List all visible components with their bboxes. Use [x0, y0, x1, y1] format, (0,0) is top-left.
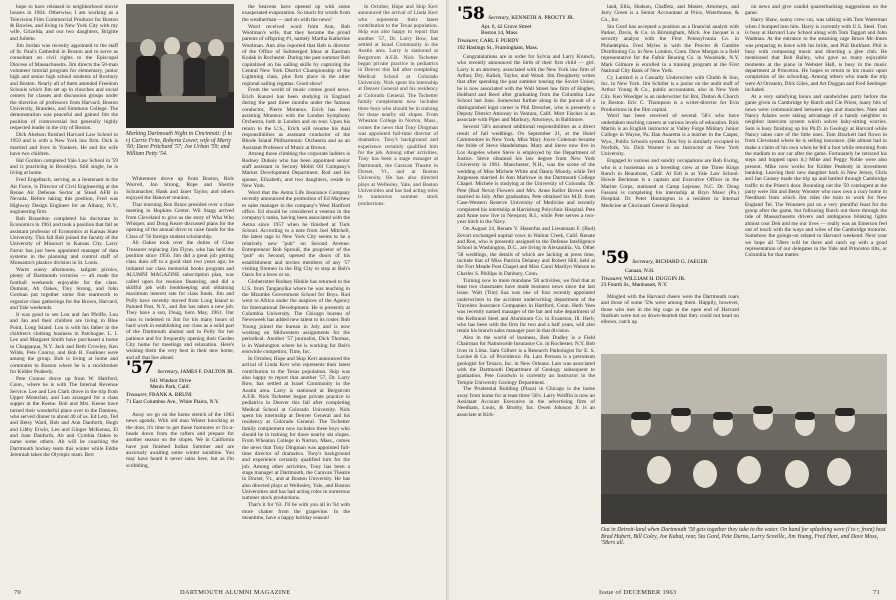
paragraph: Mingled with the Harvard cheers were the Dartmouth roars and those of some '59s were among them. Happily, however, those who met in the big cage at the open end of Harvard Stadium were not so down-hearted that they could not head on elbows, catch up	[601, 294, 739, 326]
treasurer-address: 23 Fourth St., Manhasset, N.Y.	[601, 282, 668, 289]
detroit-photo-caption: Out in Detroit-land when Dartmouth '58 gets together they take to the water. On hand for splashing were (l to r, front) host Brad Hubert, Bill Coley, Joe Kabat, rear, Stu Gord, Pete Durno, Larry Scoville, Jim Young, Fred Hart, and Dave Moss, '58ers all.	[601, 527, 886, 547]
paragraph: It was good to see Lou and Jan Pfeiffe, Lou and Jan and their children are living in Blue Point, Long Island. Lou is with his father in the children's clothing business in Patchogue. L. I. Lee and Margaret Smith have purchased a home in Chappaqua, N.Y. Jack and Beth Crowley, Ken Wilde, Pete Conroy, and Bob R. Faulkner were among the group. Bob is living at home and commutes to Boston where he is a stockbroker for Kidder Peabody.	[10, 312, 118, 376]
treasurer-address: 71 East Columbus Ave., White Plains, N.Y.	[126, 398, 220, 405]
paragraph: Pete Connor drove up from W. Hartford, Conn., where he is with The Internal Revenue Service. Lee and Len Clark drove in the trip from Upper Montclair, and Len arranged for a class supper at the Keene. Bob and Mrs. Keene have turned their wonderful place over to the Dantons, who served dinner to about 40 of us. Ed Letz, Ted and Betsy Ward, Bob and Ann Danforth, Hugh and Libby Erwin, Leo and Ginger McKenna, El and Joan Danforth, Ab and Cynthia Oakes to name some others. Ab will be coaching the Dartmouth hockey team this winter while Eddie Jeremiah takes the Olympic team. Bert	[10, 375, 118, 459]
paragraph: land, Ellis, Hodson, Chaffetz, and Master, Attorneys, and Jerry Green is a Senior Accountant at Price, Waterhouse, & Co., Inc.	[601, 4, 739, 23]
left-column-3	[242, 4, 350, 574]
right-column-3	[745, 4, 887, 350]
paragraph: Also in the world of business, Bob Dudley is a Field Chairman for Nationwide Insurance Co. in Rochester, N.Y. Bob lives in Lima. Sam Gilbert is a Research Pathologist for E. S. Lavine & Co. of Providence. Pa. Lars Persson is a petroleum geologist for Texaco, Inc. in New Orleans. Lars was associated with the Dartmouth Department of Geology subsequent to graduation. Pete Goodwin is currently an Instructor in the Temple University Geology Department.	[457, 335, 595, 386]
paragraph: Cy Lamkrd is a Casualty Underwriter with Chubb & Son, Inc. in New York. Jim Schiller is a junior on the audit staff of Arthur Young & Co., public accountants, also in New York City. Ken Woodger is an underwriter for Bot, Dalton & Church in Boston. Eric C. Thompson is a writer-director for Evis Productions in the film capital.	[601, 74, 739, 113]
paragraph: In October, Hope and Skip Kerr announced the arrival of Linda Kerr who represents their latest contribution to the Texas population. Skip was also happy to report that another '57, Dr. Larry Bow, has settled at Israel Community in the Austin area. Larry is stationed at Bergstrom A.F.B. Nick Tschetter began private practice in pediatrics in Denver this fall after completing Medical School at Colorado University. Nick spent his internship at Denver General and his residency at Colorado General. The Tschetter family complement now includes three boys who should be in training for those nearby ski slopes. From Wheaton College in Norton, Mass., comes the news that Tony Dingman was appointed full-time director of dramatics. Tony's background and experience certainly qualified him for the job. Among other activities, Tony has been a stage manager at Dartmouth, the Caravan Theatre in Dorset, Vt., and at Boston University. He has also directed plays at Wellesley, Yale, and Boston Universities and has had acting roles in numerous summer stock productions.	[358, 4, 438, 207]
class-58-header	[457, 2, 595, 51]
left-column-2-bottom	[126, 412, 234, 574]
treasurer-address: 102 Hastings St., Framingham, Mass.	[457, 44, 539, 51]
class-57-header	[126, 356, 234, 405]
paragraph: In October, Hope and Skip Kerr announced the arrival of Linda Kerr who represents their latest contribution to the Texas population. Skip was also happy to report that another '57, Dr. Larry Bow, has settled at Israel Community in the Austin area. Larry is stationed at Bergstrom A.F.B. Nick Tschetter began private practice in pediatrics in Denver this fall after completing Medical School at Colorado University. Nick spent his internship at Denver General and his residency at Colorado General. The Tschetter family complement now includes three boys who should be in training for those nearby ski slopes. From Wheaton College in Norton, Mass., comes the news that Tony Dingman was appointed full-time director of dramatics. Tony's background and experience certainly qualified him for the job. Among other activities, Tony has been a stage manager at Dartmouth, the Caravan Theatre in Dorset, Vt., and at Boston University. He has also directed plays at Wellesley, Yale, and Boston Universities and has had acting roles in numerous summer stock productions.	[242, 355, 350, 502]
secretary-label: Secretary,	[157, 369, 179, 375]
paragraph: Word received word from Ann, Bob Woolman's wife, that they became the proud parents of offspring #1, namely Martha Katherine Woolman. Ann also reported that Bob is director of the Office of Submerged Ideas at Eastman Kodak in Rochester. During the past summer Bob capitalized on his sailing skills by capturing the Central New York District Championship of the Lightning class, plus first place in the other regional sailing regattas. Good show!	[242, 23, 350, 87]
right-page-number: 71	[873, 589, 880, 596]
left-page-number: 70	[14, 589, 21, 596]
secretary-address-1: 641 Windsor Drive	[150, 378, 192, 384]
right-column-1	[457, 54, 595, 576]
paragraph: Engaged in various and sundry occupations are Bob Ewing, who is a horseman on a breeding crew at the Three Kings Ranch in Beaumont, Calif. Al Ettl is at Yale Law School. Howie Beckman is a captain and Executive Officer in the Marine Corps, stationed at Camp Lejeune, N.C. Dr. Doug Fassoni is completing his internship at Bryn Mawr (Pa.) Hospital. Dr. Peter Huntington is a resident in Internal Medicine at Cincinnati General Hospital.	[601, 158, 739, 209]
photo-swimmers-image	[601, 354, 887, 524]
class-year: '58	[457, 4, 485, 24]
photo-figures-image	[126, 4, 234, 128]
paragraph: Word has been received of several '58's who have undertaken teaching careers at various levels of education. Rick Martin is an English instructor at Valley Forge Military Junior College in Wayne, Pa. Dan Anaretta is a teacher in the Casper, Wyo., Public Schools system. Don Vey is similarly occupied in Norfolk, Va. Dick Warner is an Instructor at New York University.	[601, 113, 739, 158]
secretary-name: KENNETH A. PROUTY JR.	[511, 15, 575, 21]
paragraph: Bob Brazelton completed his doctorate in Economics in 1961 and took a position that fall as assistant professor of Economics at Kansas State University. This fall Bob joined the faculty of the University of Missouri in Kansas City. Larry Farrar has just been appointed manager of data systems in the planning and control staff of Monsanto's plastics division in St. Louis.	[10, 215, 118, 267]
paragraph: the heavens have opened up with some exasperated evaporation. So much for words from the weatherman — and on with the news!	[242, 4, 350, 23]
paragraph: Fred Engelbach, serving as a lieutenant in the Air Force, is Director of Civil Engineering at the Renae Air Defense Sector at Stead AFB in Nevada. Before taking this position, Fred was Highway Design Engineer for an Albany, N.Y., engineering firm.	[10, 177, 118, 215]
secretary-address-2: Boston 14, Mass.	[481, 30, 519, 37]
paragraph: Jim Jordan was recently appointed to the staff of St. Paul's Cathedral in Boston and to serve as consultant on civil rights to the Episcopal Diocese of Massachusetts. Jim directs the 50-man volunteer tutorial program for elementary, junior high and senior high school students of Roxbury and Boston. Nearly all of them attended Freedom Schools which Jim set up in churches and social centers for classes and discussion groups under the direction of professors from Harvard, Boston University, Brandeis, and Simmons College. The demonstration was peaceful and gained Jim the position of controversial but generally highly respected leader in the city of Boston.	[10, 42, 118, 132]
secretary-name: RICHARD G. JAEGER	[655, 259, 708, 265]
paragraph: Whitemore drove up from Boston, Rick Worrell, Jon Strong, Rope and Sherrie Schumacher, Hank and Janet Taylor, and others enjoyed the Hanover reunion.	[126, 176, 234, 202]
right-column-2-bottom	[601, 294, 739, 350]
treasurer-label: Treasurer,	[126, 392, 148, 399]
paragraph: on news and give candid quarterbacking suggestions on the game.	[745, 4, 887, 17]
paragraph: On August 24, Renate V. Hasenfus and Lieutenant F. (Bud) Zevort exchanged nuptial vows in Walnut Creek, Calif. Renate and Ron, who is presently assigned to the Defense Intelligence School in Washington, D.C., are living in Alexandria, Va. Other '58 weddings, the details of which are lacking at press time, include that of Miss Patricia Delaney and Robert Hill; held at the Fort Meade Post Chapel and Miss Carol Marilyn Watson to Charles S. Phillips in Danbury, Conn.	[457, 226, 595, 277]
right-page	[449, 0, 896, 600]
cincinnati-photo-caption: Marking Dartmouth Night in Cincinnati: (l to r) Carrie Fritz, Roberta Lower, wife of Marty '60; Dave Pritchard '57; Joe Urban '59; and William Petty '54.	[126, 131, 232, 157]
right-footer-issue: Issue of DECEMBER 1963	[599, 589, 677, 596]
treasurer-name: CARL F. PURDY	[479, 38, 520, 45]
paragraph: Word that the Aetna Life Insurance Company recently announced the promotion of Ed Mayhew to sales manager in the company's West Hartford office. Ed should be considered a veteran in the company's ranks, having been associated with the Aetna since 1957 when he finished at Tuck School. According to a note from Joel Mitchell, the latest rage in New York City seems to be a relatively new "pub" on Second Avenue. Entrepreneur Bob Sproull, the proprietor of the "pub" on Second, opened the doors of his establishment and invites members of any '57 visiting firemen in the Big City to stop at Bob's Oasis for a brew or so.	[242, 189, 350, 279]
class-year: '57	[126, 358, 154, 378]
left-column-4	[358, 4, 438, 574]
paragraph: Ab Oakes took over the duties of Class Treasurer replacing Jim Flynn, who has held the position since 1956. Jim did a great job getting class dues off to a good start two years ago; he initiated our class memorial books program and ALUMNI MAGAZINE subscription plan, was called upon for reunion financing, and did a skillful job with bookkeeping and obtaining maximum interest rate for class funds. Jim and Polly have recently moved from Long Island to Painted Post, N.Y., and Jim has taken a new job. They have a son, Doug, born May, 1961. Our class is indebted to Jim for his many hours of hard work in establishing our class as a solid part of the Dartmouth alumni and to Polly for her patience and for frequently opening their Garden City home for meetings and relaxation. Here's wishing them the very best in their new home, and all that lies ahead.	[126, 240, 234, 361]
treasurer-name: WILLIAM H. DUGGIN JR.	[623, 276, 686, 283]
left-column-1	[10, 4, 118, 574]
paragraph: From the world of music comes good news. Erich Kunzel has been studying in England during the past three months under the famous conductor, Pierre Monteux. Erich has been assisting Monteux with the London Symphony Orchestra, both in London and on tour. Upon his return to the U.S., Erich will resume his dual responsibilities as assistant conductor of the Rhode Island Philharmonic Orchestra and as an Assistant Professor of Music at Brown.	[242, 87, 350, 151]
class-59-header	[601, 246, 739, 289]
paragraph: Away we go on the home stretch of the 1963 news agenda. With old man Winter knocking at the door, it's time to get those footnotes or fix-a-heads down from the rafters and prepare for another season on the slopes. We in California have just finished Indian Summer and are anxiously awaiting some winter sunshine. You may have heard it never rains here, but as I'm scribbling,	[126, 412, 234, 469]
left-page	[0, 0, 447, 600]
paragraph: Harry Shaw, sunny crew cut, was talking with Tom Waterman when I bumped into him. Harry is currently with U.S. Steel. Tom is busy at Harvard Law School along with Tom Taggart and John Wadman. At the entrance to the steaming cage Bruce Mc-Innes was preparing to leave with his bride, and Phil Burkhart. Phil is busy with composing music and directing a glee club. He mentioned that Bob Bailey, who gave us many enjoyable moments at the piano in Webster Hall, is busy in the music department at Princeton. He hopes to return to his music upon completion of his schooling. Among others who made the trip were Al Ornstein, Dick Giles, and Art Duggan and Fred Seelinger included.	[745, 17, 887, 93]
treasurer-label: Treasurer,	[601, 276, 623, 283]
secretary-address-1: Apt. 6, 42 Grove Street	[481, 24, 532, 30]
secretary-label: Secretary,	[632, 259, 654, 265]
secretary-address-2: Menlo Park, Calif.	[150, 384, 191, 391]
paragraph: The Prudential Building (Plaza) in Chicago is the home away from home for at least three '58's. Larry Weiffin is now an Assistant Account Executive in the advertising firm of Needham, Louis, & Brorby, Inc. Owen Johnson Jr. is an associate at Kirk-	[457, 386, 595, 418]
paragraph: That morning Ron Brace presided over a class meeting in Hopkins Center. Wil Stagg arrived from Cleveland to give us the story of Wha Who Whisper, and Doug Keare discussed plans for the opening of the annual drive to raise funds for the Class of '56 foreign student scholarship.	[126, 201, 234, 240]
right-column-2	[601, 4, 739, 244]
cincinnati-photo	[126, 4, 234, 128]
paragraph: Warm sunny afternoons, tailgate picnics, plenty of Dartmouth victories — all made the football weekends enjoyable for the class. Dumont, Ab Oakes, Tiny Strong, and John Gorman put together some fine teamwork to organize class gatherings for the Brown, Harvard, and Yale weekends.	[10, 267, 118, 312]
secretary-name: JAMES F. DALTON JR.	[180, 369, 234, 375]
paragraph: Several '58's assumed additional responsibilities as a direct result of fall weddings. On September 21, at the Hotel Commodore in New York, Miss Mary Joyce Coleman became the bride of Steve Handelsman. Mary and Steve now live in Los Angeles where Steve is employed by the Department of Justice. Steve obtained his law degree from New York University in 1961. Manchester, N.H., was the scene of the wedding of Miss Michele White and Danny Moody, while Ted Jorgensen married Jo Ann Marlowe in the Dartmouth College Chapel. Michele is studying at the University of Colorado. Dr. Pete (Bud Neva) Flowers and Mrs. Anne Keller Brown were married in July. After graduation, Pete obtained his M.D. from Case-Western Reserve University of Medicine and recently completed his internship at Harrisburg Polyclinic Hospital. Pete and Anne now live in Newport, R.I., while Pete serves a two-year hitch in the Navy.	[457, 124, 595, 226]
left-column-2-top	[126, 176, 234, 361]
paragraph: Hal Gordon completed Yale Law School in '59 and is practicing in Brooklyn. Still single, he is living at home.	[10, 157, 118, 177]
paragraph: Turning now to more mundane '58 activities, we find that at least two classmates have made business news since the last issue. Walt (Tim) Sua was one of four recently appointed underwriters in the accident underwriting department of the Travelers Insurance Companies in Hartford, Conn. Herb Vees was recently named manager of the bar and tube department of the Kelbrand Steel and Aluminum Co. in Evanston, Ill. Herb, who has been with the firm for two and a half years, will also retain his branch sales manager post in that division.	[457, 277, 595, 335]
secretary-label: Secretary,	[488, 15, 510, 21]
secretary-address-1: Canaan, N.H.	[625, 268, 655, 274]
paragraph: Dick Abelson finished Harvard Law School in 1959 and is with a New York law firm. Dick is married and lives in Yonkers. He and his wife have two children.	[10, 131, 118, 157]
treasurer-label: Treasurer,	[457, 38, 479, 45]
left-footer-title: DARTMOUTH ALUMNI MAGAZINE	[180, 589, 291, 596]
paragraph: Stu Gord has accepted a position as a financial analyst with Parker, Davis, & Co. in Birmingham, Mich. Joe Jacquet is a security analyst with the First Pennsylvania Co. in Philadelphia. Fred Myles is with the Procter & Gamble Distributing Co. in New London, Conn. Dave Morgan is a field representative for the Fafnir Bearing Co. in Woodside, N.Y. Mark Gilmore is enrolled in a training program at the First National City Bank of New York.	[601, 23, 739, 74]
paragraph: Globetrotter Rodney Hinkle has returned to the U.S. from Tanganyika where he was teaching in the Mzumbe Government School for Boys. Rod went to Africa under the auspices of the Agency for International Development. He is presently at Columbia University. The Chicago bureau of Newsweek has added new talent to its roster. Bob Young joined the bureau in July and is now working on Midwestern assignments for the periodical. Another '57 journalist, Dick Thomas, is in Washington where he is working for Bob's erstwhile competitor, Time, Inc.	[242, 279, 350, 356]
paragraph: At a very satisfying hours and sandwiches party before the game given in Cambridge by Butch and Cle Priest, many bits of news were communicated between sips and munches. Nate and Nancy Adams were taking advantage of a handy neighbor to neighbor intercom system which solves baby-sitting worries. Sam is busy finishing up his Ph.D. in Geology at Harvard while Nancy takes care of the little ones. Tom Brackett had flown in from Cleveland where he is selling insurance. (He almost had to make a claim of his own when he fell a foot while returning from the stadium to our car after the game. Fortunately he retraced his steps and hopped upon it.) Mike and Peggy Noble were also present. Mike now works for Kidder Peabody in investment banking. Leaving their new daughter back in New Jersey, Chris and Jan Causey made the trip up and battled through Cambridge traffic to the Priest's door. Rounding out the '59 contingent at the party were Jim and Betsy Wouster who now own a cozy home in Needham from which Jim rides the train to work for New England Tel. The Wousters put on a very plentiful feast for the group after the game, but following Butch out there through the tide of Massachusetts drivers and ambiguous blinking lights almost cost Deb and me our lives — really was an Emerson feel out of touch with the ways and wiles of the Cambridge motorist. Somehow the goings-on related to Harvard weekend. Next year we hope all '59ers will be there and catch up with a good representation of our delegates to the Yale and Princeton tilts, or Columbia for that matter.	[745, 93, 887, 259]
paragraph: Among those climbing the corporate ladders is Rodney Dubois who has been appointed senior staff assistant in Secony Mobil Oil Company's Market Development Department. Rod and his spouse, Elizabeth, and two daughters, reside in New York.	[242, 151, 350, 190]
paragraph: Congratulations are in order for Sylvia and Larry Krutsch, who recently announced the birth of their first child — girl. Larry is an attorney, associated with the New York law firm of Arthur, Dry, Kalish, Taylor, and Wood. Jim Dougherty writes that after spending the past summer touring the Soviet Union, he is now associated with the Wall Street law firm of Hughes, Hubbard and Reed after graduating from the Columbia Law School last June. Somewhat further along in the pursuit of a distinguished legal career is Phil Drescher, who is presently a Deputy District Attorney in Ventura, Calif. Mort Fischer is an associate with Piper and Marbury, Attorneys, in Baltimore.	[457, 54, 595, 124]
class-year: '59	[601, 248, 629, 268]
paragraph: hope to have released to neighborhood movie houses in 1964. Otherwise, I am working as a Television Film Commercial Producer for Boston & Bowles, and living in New York City with my wife, Grizelda, and our two daughters, Brigitte and Juliette.	[10, 4, 118, 42]
paragraph: That's it for '63. I'll be with you all in '64 with more chatter from the grapevine. In the meantime, have a happy holiday season!	[242, 502, 350, 521]
treasurer-name: FRANK A. BRUNI	[148, 392, 192, 399]
detroit-pool-photo	[601, 354, 887, 524]
